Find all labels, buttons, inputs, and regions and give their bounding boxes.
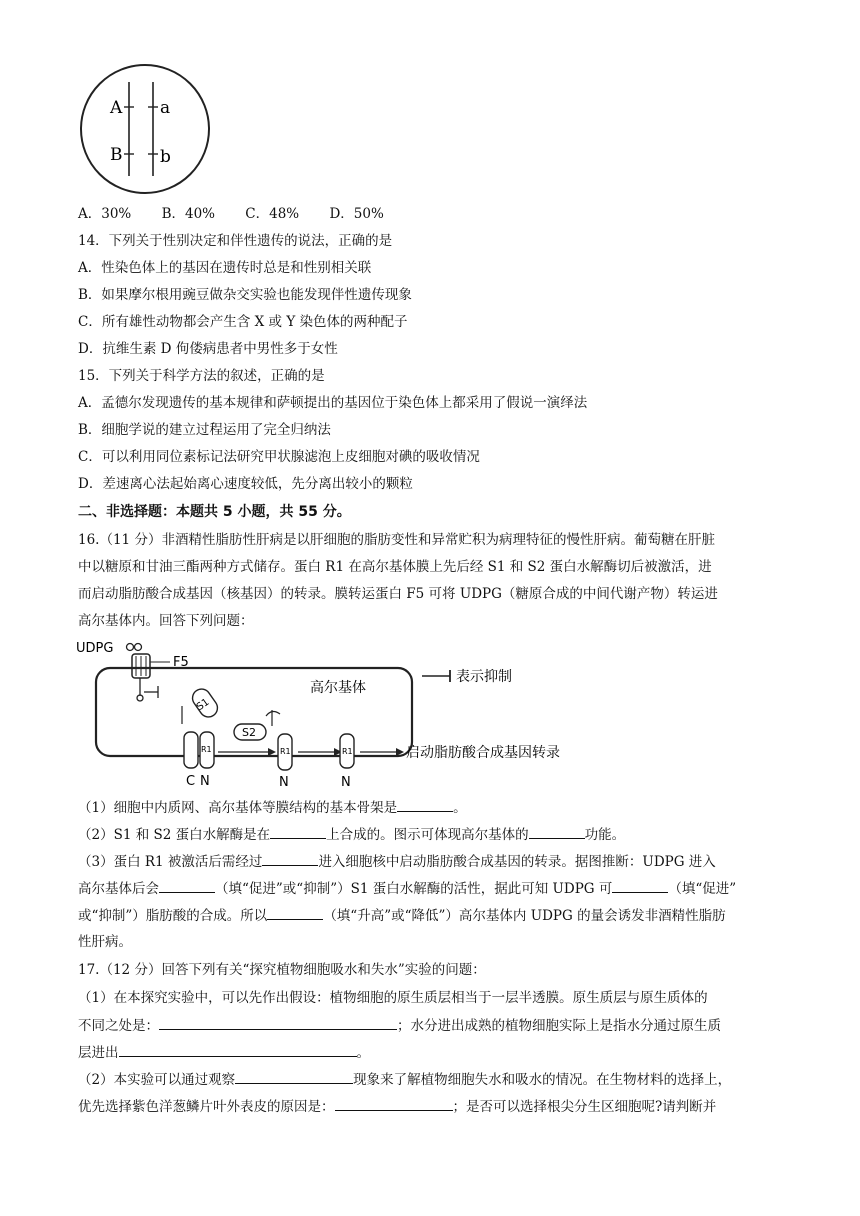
- q14-option-a[interactable]: A．性染色体上的基因在遗传时总是和性别相关联: [78, 260, 372, 276]
- answer-blank[interactable]: [235, 1069, 353, 1084]
- answer-blank[interactable]: [397, 797, 453, 812]
- q14-option-b[interactable]: B．如果摩尔根用豌豆做杂交实验也能发现伴性遗传现象: [78, 287, 412, 303]
- q16-intro-line: 高尔基体内。回答下列问题：: [78, 613, 254, 629]
- q15-option-d[interactable]: D．差速离心法起始离心速度较低，先分离出较小的颗粒: [78, 476, 413, 492]
- q13-option-d[interactable]: D．50%: [329, 206, 384, 222]
- q17-p1-line3: 层进出 。: [78, 1042, 780, 1063]
- q13-option-a[interactable]: A．30%: [78, 206, 132, 222]
- answer-blank[interactable]: [159, 1015, 397, 1030]
- q15-stem: 15．下列关于科学方法的叙述，正确的是: [78, 368, 325, 384]
- answer-blank[interactable]: [267, 905, 323, 920]
- golgi-diagram: [72, 634, 572, 792]
- q16-p3-line4: 性肝病。: [78, 934, 132, 950]
- c-terminus-label: C: [186, 774, 196, 789]
- q16-intro-line: 16.（11 分）非酒精性脂肪性肝病是以肝细胞的脂肪变性和异常贮积为病理特征的慢性肝病。葡萄糖在肝脏: [78, 532, 715, 548]
- s2-label: S2: [242, 726, 256, 739]
- gene-label-b: b: [160, 147, 171, 167]
- q13-options: [78, 204, 780, 224]
- n-right-label: N: [341, 775, 351, 790]
- q16-p3-line2: 高尔基体后会 （填“促进”或“抑制”）S1 蛋白水解酶的活性，据此可知 UDPG 可 （填“促进”: [78, 878, 780, 899]
- r1-middle-label: R1: [280, 747, 291, 756]
- q13-option-b[interactable]: B．40%: [161, 206, 215, 222]
- q15-option-a[interactable]: A．孟德尔发现遗传的基本规律和萨顿提出的基因位于染色体上都采用了假说一演绎法: [78, 395, 588, 411]
- answer-blank[interactable]: [612, 878, 668, 893]
- f5-label: F5: [173, 655, 189, 670]
- q13-option-c[interactable]: C．48%: [245, 206, 300, 222]
- gene-label-B: B: [110, 145, 123, 165]
- transcription-label: 启动脂肪酸合成基因转录: [406, 745, 560, 761]
- q16-p1: （1）细胞中内质网、高尔基体等膜结构的基本骨架是 。: [78, 797, 780, 818]
- q15-option-c[interactable]: C．可以利用同位素标记法研究甲状腺滤泡上皮细胞对碘的吸收情况: [78, 449, 480, 465]
- answer-blank[interactable]: [335, 1096, 453, 1111]
- q17-p1-line1: （1）在本探究实验中，可以先作出假设：植物细胞的原生质层相当于一层半透膜。原生质层与原生质体的: [78, 990, 708, 1006]
- answer-blank[interactable]: [159, 878, 215, 893]
- q15-option-b[interactable]: B．细胞学说的建立过程运用了完全归纳法: [78, 422, 331, 438]
- q17-p2-line1: （2）本实验可以通过观察 现象来了解植物细胞失水和吸水的情况。在生物材料的选择上，: [78, 1069, 780, 1090]
- chromosome-figure: [78, 62, 212, 196]
- q14-option-c[interactable]: C．所有雄性动物都会产生含 X 或 Y 染色体的两种配子: [78, 314, 408, 330]
- q16-p2: （2）S1 和 S2 蛋白水解酶是在 上合成的。图示可体现高尔基体的 功能。: [78, 824, 780, 845]
- n-terminus-label: N: [200, 774, 210, 789]
- udpg-label: UDPG: [76, 641, 114, 656]
- answer-blank[interactable]: [119, 1042, 357, 1057]
- cell-outline: [81, 65, 209, 193]
- gene-label-a: a: [160, 98, 171, 118]
- inhibition-legend: 表示抑制: [456, 669, 512, 685]
- n-middle-label: N: [279, 775, 289, 790]
- q14-option-d[interactable]: D．抗维生素 D 佝偻病患者中男性多于女性: [78, 341, 338, 357]
- q17-p1-line2: 不同之处是： ；水分进出成熟的植物细胞实际上是指水分通过原生质: [78, 1015, 780, 1036]
- q16-intro-line: 中以糖原和甘油三酯两种方式储存。蛋白 R1 在高尔基体膜上先后经 S1 和 S2 蛋白水解酶切后被激活，进: [78, 559, 712, 575]
- r1-right-label: R1: [342, 747, 353, 756]
- q16-p3-line1: （3）蛋白 R1 被激活后需经过 进入细胞核中启动脂肪酸合成基因的转录。据图推断：UDPG 进入: [78, 851, 780, 872]
- q14-stem: 14．下列关于性别决定和伴性遗传的说法，正确的是: [78, 233, 393, 249]
- q16-intro-line: 而启动脂肪酸合成基因（核基因）的转录。膜转运蛋白 F5 可将 UDPG（糖原合成的中间代谢产物）转运进: [78, 586, 718, 602]
- golgi-label: 高尔基体: [310, 680, 366, 696]
- section-heading: 二、非选择题：本题共 5 小题，共 55 分。: [78, 504, 351, 520]
- answer-blank[interactable]: [262, 851, 318, 866]
- r1-left-c: [184, 732, 198, 768]
- s1-label: S1: [194, 696, 212, 714]
- q17-stem: 17.（12 分）回答下列有关“探究植物细胞吸水和失水”实验的问题：: [78, 962, 486, 978]
- answer-blank[interactable]: [529, 824, 585, 839]
- answer-blank[interactable]: [270, 824, 326, 839]
- r1-left-label: R1: [201, 745, 212, 754]
- q16-p3-line3: 或“抑制”）脂肪酸的合成。所以 （填“升高”或“降低”）高尔基体内 UDPG 的量会诱发非酒精性脂肪: [78, 905, 780, 926]
- q17-p2-line2: 优先选择紫色洋葱鳞片叶外表皮的原因是： ；是否可以选择根尖分生区细胞呢?请判断并: [78, 1096, 780, 1117]
- gene-label-A: A: [110, 98, 123, 118]
